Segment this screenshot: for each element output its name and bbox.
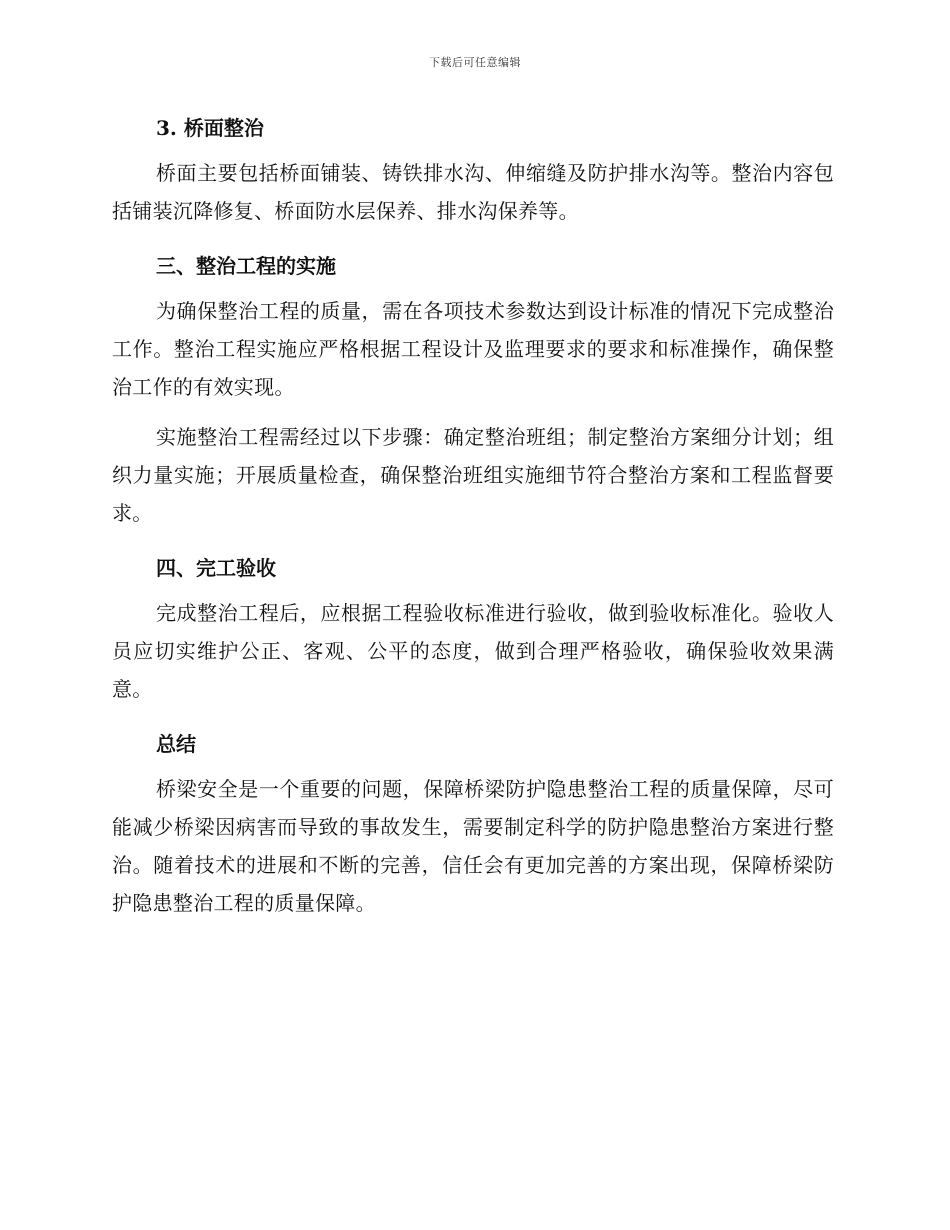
header-note: 下载后可任意编辑 <box>429 56 521 69</box>
paragraph-summary: 桥梁安全是一个重要的问题，保障桥梁防护隐患整治工程的质量保障，尽可能减少桥梁因病害而导致的事故发生，需要制定科学的防护隐患整治方案进行整治。随着技术的进展和不断的完善，信任会有更加完善的方案出现，保障桥梁防护隐患整治工程的质量保障。 <box>112 777 834 915</box>
paragraph-bridge-deck: 桥面主要包括桥面铺装、铸铁排水沟、伸缩缝及防护排水沟等。整治内容包括铺装沉降修复、桥面防水层保养、排水沟保养等。 <box>112 161 834 223</box>
document-body <box>112 108 834 922</box>
section-heading-acceptance: 四、完工验收 <box>156 556 276 580</box>
section-heading-implementation: 三、整治工程的实施 <box>156 254 336 278</box>
section-heading-bridge-deck: 3. 桥面整治 <box>156 116 264 140</box>
paragraph-implementation-2: 实施整治工程需经过以下步骤：确定整治班组；制定整治方案细分计划；组织力量实施；开展质量检查，确保整治班组实施细节符合整治方案和工程监督要求。 <box>112 425 834 525</box>
paragraph-implementation-1: 为确保整治工程的质量，需在各项技术参数达到设计标准的情况下完成整治工作。整治工程实施应严格根据工程设计及监理要求的要求和标准操作，确保整治工作的有效实现。 <box>112 299 834 399</box>
paragraph-acceptance: 完成整治工程后，应根据工程验收标准进行验收，做到验收标准化。验收人员应切实维护公正、客观、公平的态度，做到合理严格验收，确保验收效果满意。 <box>112 601 834 701</box>
section-heading-summary: 总结 <box>156 732 196 756</box>
